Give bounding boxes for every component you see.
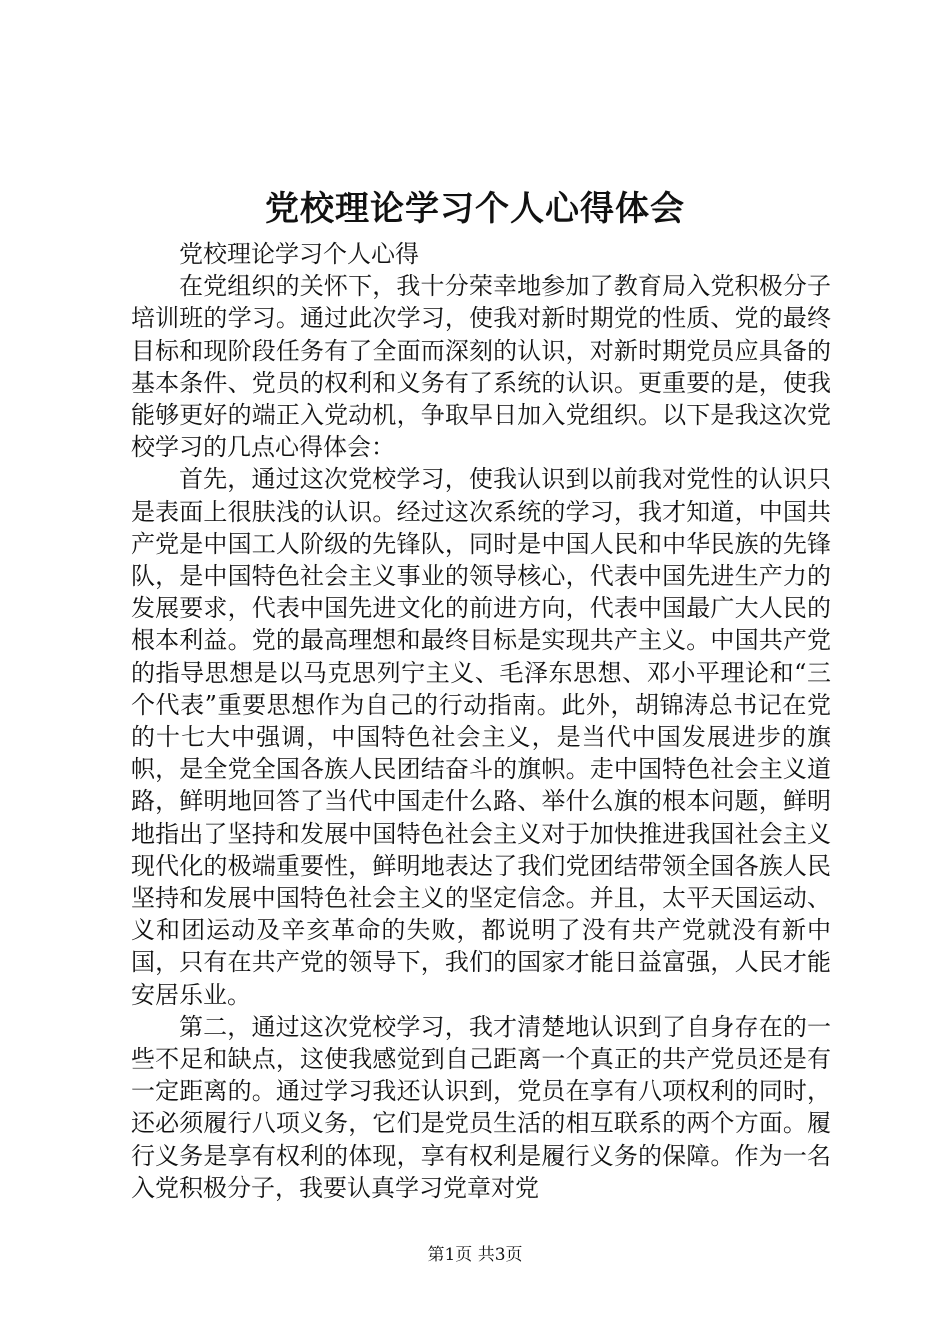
intro-paragraph: 在党组织的关怀下，我十分荣幸地参加了教育局入党积极分子培训班的学习。通过此次学习，使我对新时期党的性质、党的最终目标和现阶段任务有了全面而深刻的认识，对新时期党员应具备的基本条件、党员的权利和义务有了系统的认识。更重要的是，使我能够更好的端正入党动机，争取早日加入党组织。以下是我这次党校学习的几点心得体会： <box>131 272 831 462</box>
document-body <box>131 238 831 1204</box>
second-point-paragraph: 第二，通过这次党校学习，我才清楚地认识到了自身存在的一些不足和缺点，这使我感觉到自己距离一个真正的共产党员还是有一定距离的。通过学习我还认识到，党员在享有八项权利的同时，还必须履行八项义务，它们是党员生活的相互联系的两个方面。履行义务是享有权利的体现，享有权利是履行义务的保障。作为一名入党积极分子，我要认真学习党章对党 <box>131 1012 831 1202</box>
document-title: 党校理论学习个人心得体会 <box>265 189 685 229</box>
subtitle-paragraph: 党校理论学习个人心得 <box>179 240 419 268</box>
page-footer: 第1页 共3页 <box>427 1245 523 1265</box>
first-point-paragraph: 首先，通过这次党校学习，使我认识到以前我对党性的认识只是表面上很肤浅的认识。经过这次系统的学习，我才知道，中国共产党是中国工人阶级的先锋队，同时是中国人民和中华民族的先锋队，是中国特色社会主义事业的领导核心，代表中国先进生产力的发展要求，代表中国先进文化的前进方向，代表中国最广大人民的根本利益。党的最高理想和最终目标是实现共产主义。中国共产党的指导思想是以马克思列宁主义、毛泽东思想、邓小平理论和“三个代表”重要思想作为自己的行动指南。此外，胡锦涛总书记在党的十七大中强调，中国特色社会主义，是当代中国发展进步的旗帜，是全党全国各族人民团结奋斗的旗帜。走中国特色社会主义道路，鲜明地回答了当代中国走什么路、举什么旗的根本问题，鲜明地指出了坚持和发展中国特色社会主义对于加快推进我国社会主义现代化的极端重要性，鲜明地表达了我们党团结带领全国各族人民坚持和发展中国特色社会主义的坚定信念。并且，太平天国运动、义和团运动及辛亥革命的失败，都说明了没有共产党就没有新中国，只有在共产党的领导下，我们的国家才能日益富强，人民才能安居乐业。 <box>131 465 831 1009</box>
